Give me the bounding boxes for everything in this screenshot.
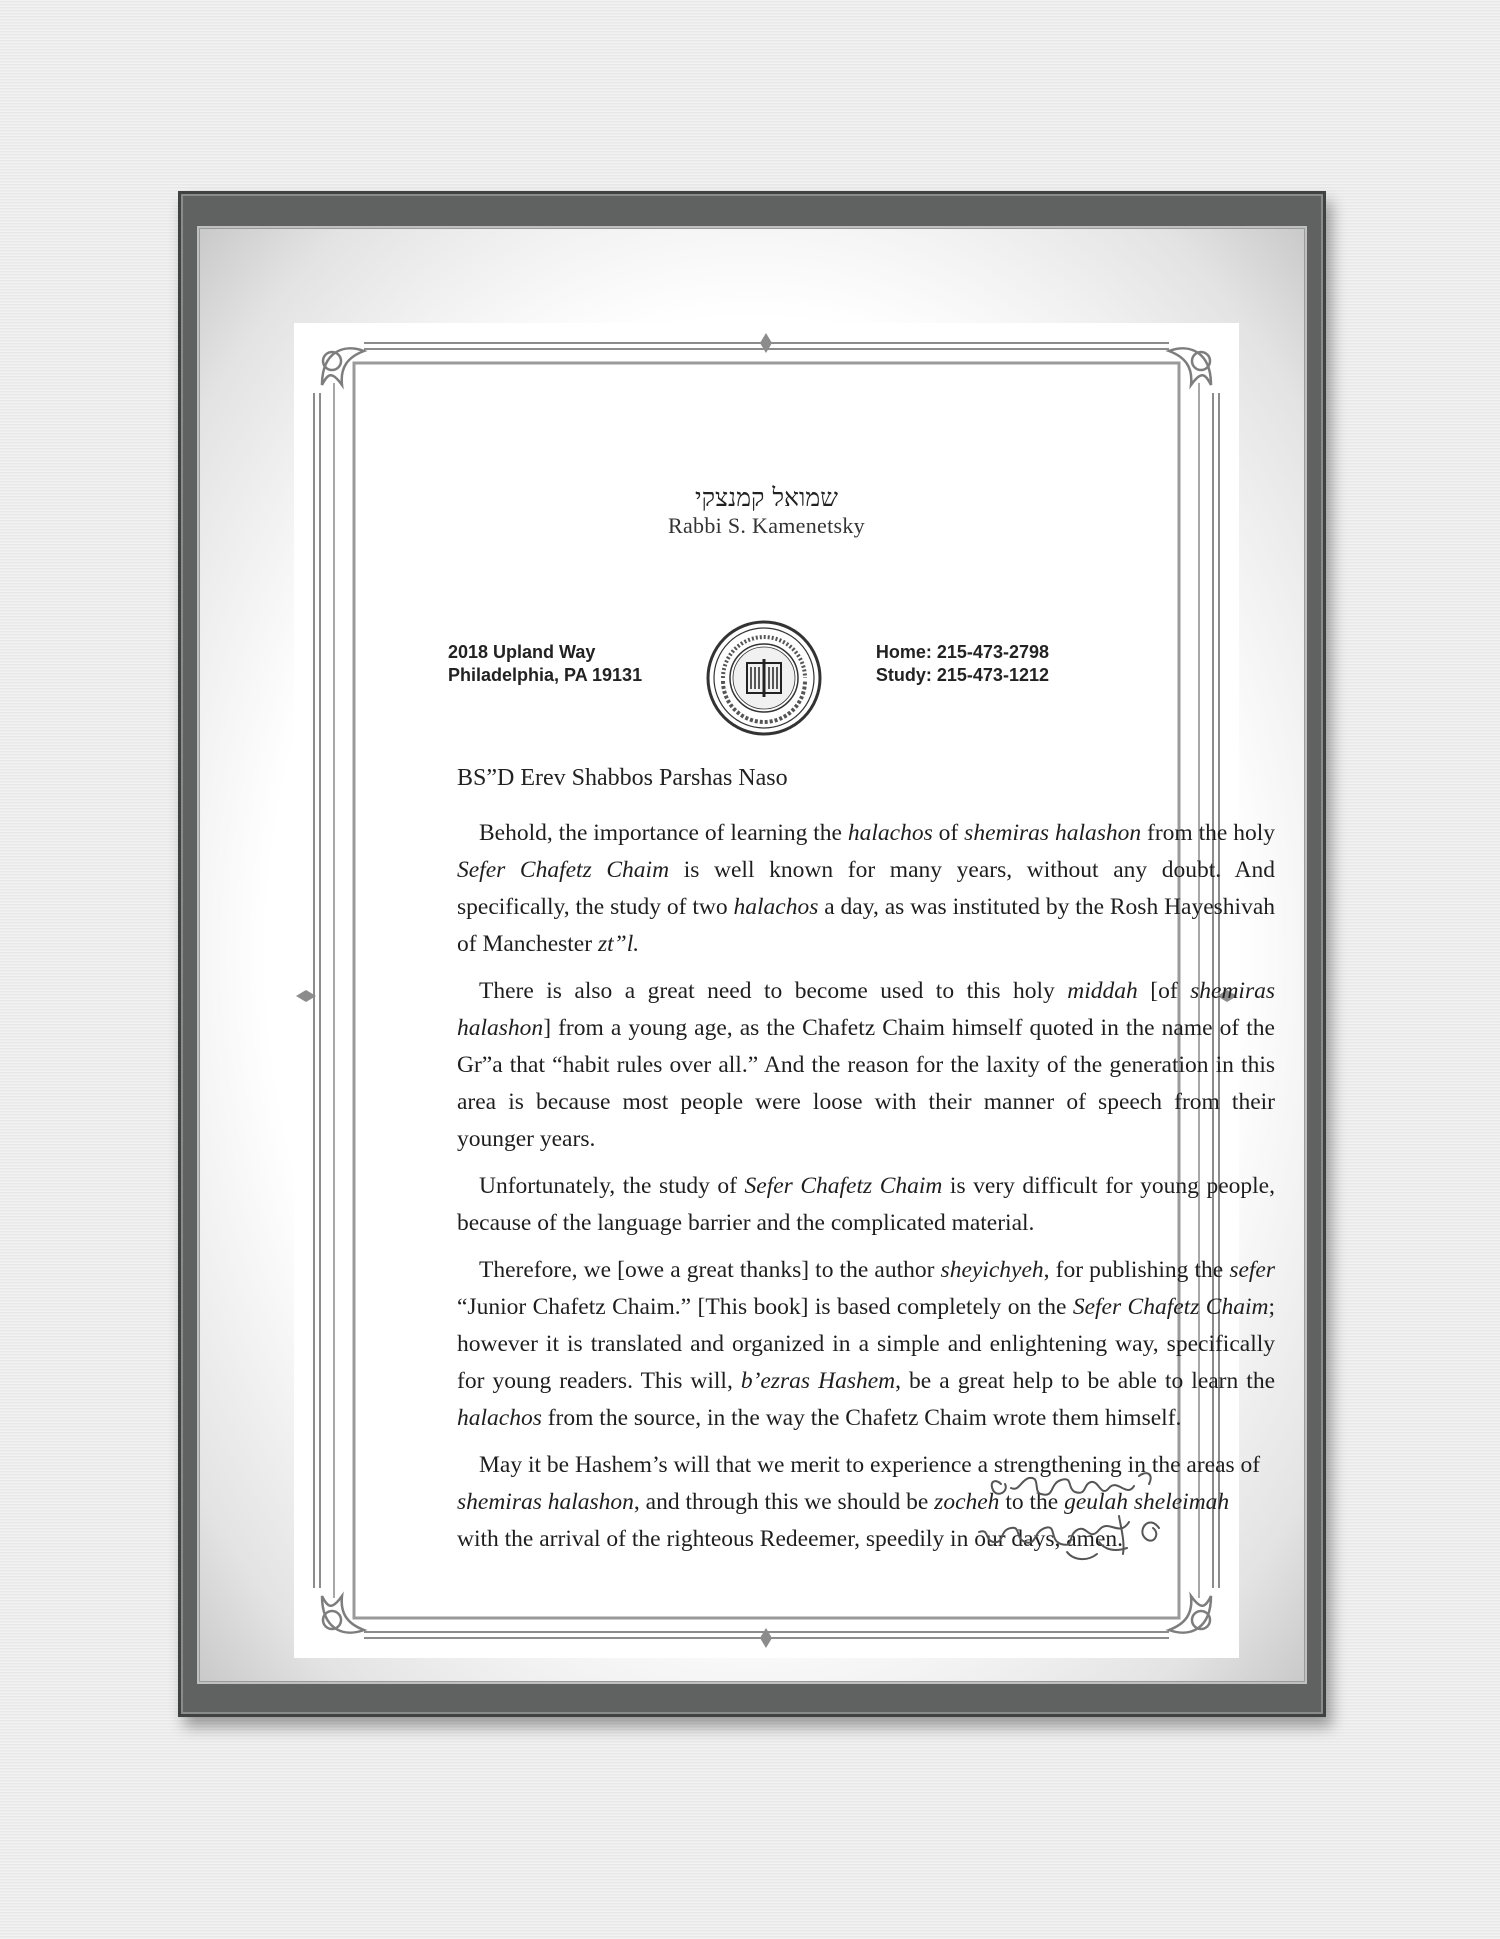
- italic-term: sheyichyeh: [940, 1257, 1044, 1283]
- italic-term: shemiras halashon: [964, 820, 1142, 846]
- text-run: [of: [1137, 978, 1191, 1004]
- letter-date-line: BS”D Erev Shabbos Parshas Naso: [457, 765, 788, 791]
- text-run: “Junior Chafetz Chaim.” [This book] is based completely on the: [457, 1294, 1073, 1320]
- letter-paragraph: [457, 1252, 1275, 1437]
- address-line-1: 2018 Upland Way: [448, 642, 596, 662]
- address-line-2: Philadelphia, PA 19131: [448, 665, 643, 685]
- letter-body: [457, 815, 1275, 1568]
- italic-term: zt”l.: [597, 931, 640, 957]
- italic-term: geulah sheleimah: [1064, 1489, 1230, 1515]
- letter-page: [294, 323, 1276, 1658]
- text-run: to the: [999, 1489, 1065, 1515]
- italic-term: Sefer Chafetz Chaim: [457, 857, 670, 883]
- letter-paragraph: [457, 815, 1275, 963]
- text-run: with the arrival of the righteous Redeemer, speedily in our days, amen.: [457, 1526, 1123, 1552]
- text-run: ] from a young age, as the Chafetz Chaim himself quoted in the name of the Gr”a that “habit rules over all.” And the reason for the laxity of the generation in this area is because most people were loose with their manner of speech from their younger years.: [457, 1015, 1275, 1152]
- italic-term: halachos: [733, 894, 819, 920]
- text-run: Therefore, we [owe a great thanks] to the author: [479, 1257, 941, 1283]
- italic-term: b’ezras Hashem: [740, 1368, 896, 1394]
- text-run: Behold, the importance of learning the: [479, 820, 848, 846]
- text-run: There is also a great need to become used to this holy: [479, 978, 1068, 1004]
- italic-term: shemiras halashon: [457, 978, 1275, 1041]
- italic-term: zocheh: [934, 1489, 1000, 1515]
- text-run: May it be Hashem’s will that we merit to experience a strengthening in the areas of: [479, 1452, 1261, 1478]
- text-run: a day, as was instituted by the Rosh Hayeshivah of Manchester: [457, 894, 1276, 957]
- text-run: is well known for many years, without any doubt. And specifically, the study of two: [457, 857, 1275, 920]
- text-run: , for publishing the: [1043, 1257, 1230, 1283]
- yeshiva-seal-icon: [705, 619, 823, 737]
- letterhead-hebrew-name: שמואל קמנצקי: [695, 483, 838, 512]
- phone-study: Study: 215-473-1212: [875, 665, 1049, 685]
- letter-paragraph: [457, 1168, 1275, 1242]
- italic-term: shemiras halashon: [457, 1489, 634, 1515]
- letter-paragraph: [457, 973, 1275, 1158]
- italic-term: sefer: [1229, 1257, 1276, 1283]
- italic-term: Sefer Chafetz Chaim: [1072, 1294, 1269, 1320]
- italic-term: halachos: [457, 1405, 542, 1431]
- text-run: is very difficult for young people, because of the language barrier and the complicated material.: [457, 1173, 1275, 1236]
- text-run: , and through this we should be: [633, 1489, 935, 1515]
- text-run: from the source, in the way the Chafetz Chaim wrote them himself.: [541, 1405, 1182, 1431]
- signature-icon: [949, 1458, 1179, 1578]
- letterhead-phones: [876, 641, 1049, 687]
- text-run: ; however it is translated and organized in a simple and enlightening way, specifically for young readers. This will,: [457, 1294, 1275, 1394]
- text-run: from the holy: [1141, 820, 1276, 846]
- italic-term: halachos: [847, 820, 933, 846]
- text-run: of: [932, 820, 965, 846]
- picture-frame: [178, 191, 1326, 1717]
- text-run: Unfortunately, the study of: [479, 1173, 745, 1199]
- italic-term: middah: [1067, 978, 1138, 1004]
- frame-mat: [197, 226, 1307, 1684]
- phone-home: Home: 215-473-2798: [875, 642, 1049, 662]
- letterhead-english-name: Rabbi S. Kamenetsky: [668, 513, 865, 538]
- text-run: , be a great help to be able to learn the: [895, 1368, 1275, 1394]
- italic-term: Sefer Chafetz Chaim: [744, 1173, 943, 1199]
- letterhead-address: [448, 641, 642, 687]
